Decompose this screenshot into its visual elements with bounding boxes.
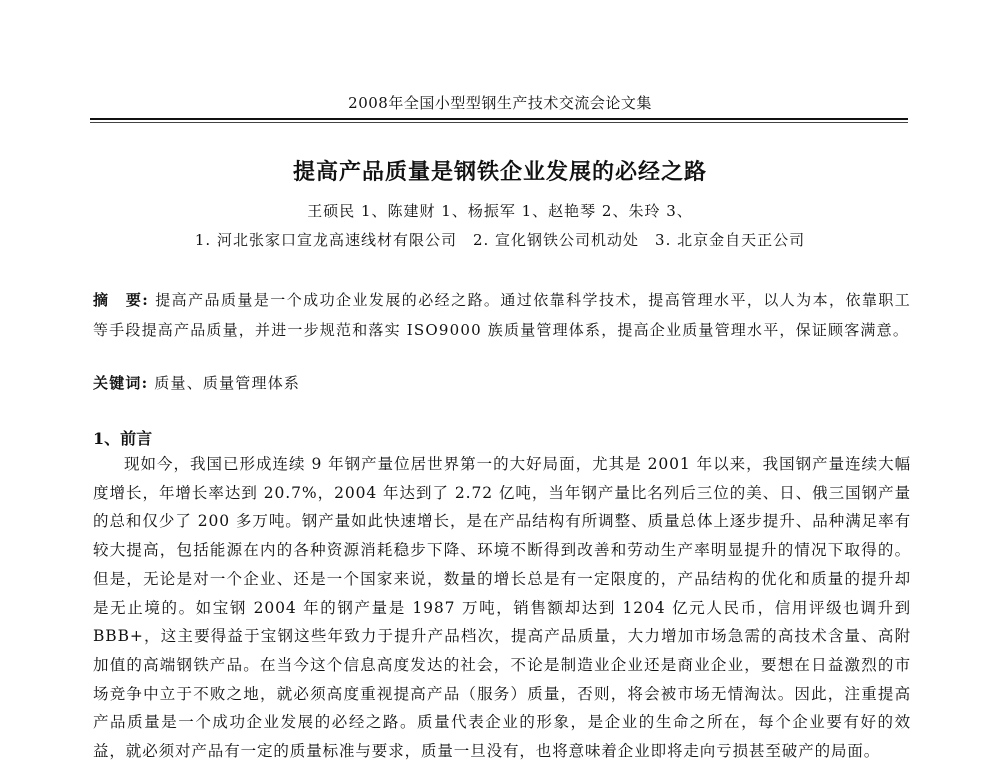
body-paragraph: 现如今，我国已形成连续 9 年钢产量位居世界第一的大好局面，尤其是 2001 年以来，我国钢产量连续大幅度增长，年增长率达到 20.7%，2004 年达到了 2.72 亿吨，当年钢产量比名列后三位的美、日、俄三国钢产量的总和仅少了 200 多万吨。钢产量如此快速增长，是在产品结构有所调整、质量总体上逐步提升、品种满足率有较大提高，包括能源在内的各种资源消耗稳步下降、环境不断得到改善和劳动生产率明显提升的情况下取得的。但是，无论是对一个企业、还是一个国家来说，数量的增长总是有一定限度的，产品结构的优化和质量的提升却是无止境的。如宝钢 2004 年的钢产量是 1987 万吨，销售额却达到 1204 亿元人民币，信用评级也调升到 BBB+，这主要得益于宝钢这些年致力于提升产品档次，提高产品质量，大力增加市场急需的高技术含量、高附加值的高端钢铁产品。在当今这个信息高度发达的社会，不论是制造业企业还是商业企业，要想在日益激烈的市场竞争中立于不败之地，就必须高度重视提高产品（服务）质量，否则，将会被市场无情淘汰。因此，注重提高产品质量是一个成功企业发展的必经之路。质量代表企业的形象，是企业的生命之所在，每个企业要有好的效益，就必须对产品有一定的质量标准与要求，质量一旦没有，也将意味着企业即将走向亏损甚至破产的局面。	[93, 455, 911, 761]
abstract	[93, 285, 911, 345]
section-heading: 1、前言	[93, 429, 153, 448]
header-rule-thin	[90, 122, 908, 123]
paper-title: 提高产品质量是钢铁企业发展的必经之路	[292, 159, 707, 185]
header-rule	[90, 118, 908, 120]
affiliation-list: 1. 河北张家口宣龙高速线材有限公司 2. 宣化钢铁公司机动处 3. 北京金自天正公司	[194, 231, 806, 249]
keywords	[93, 371, 911, 395]
running-head: 2008年全国小型型钢生产技术交流会论文集	[348, 94, 652, 112]
keywords-label: 关键词:	[93, 374, 149, 392]
keywords-text: 质量、质量管理体系	[148, 374, 301, 392]
abstract-label: 摘 要:	[93, 291, 150, 309]
abstract-text: 提高产品质量是一个成功企业发展的必经之路。通过依靠科学技术，提高管理水平，以人为本，依靠职工等手段提高产品质量，并进一步规范和落实 ISO9000 族质量管理体系，提高企业质量管理水平，保证顾客满意。	[93, 291, 911, 339]
author-list: 王硕民 1、陈建财 1、杨振军 1、赵艳琴 2、朱玲 3、	[307, 202, 693, 220]
